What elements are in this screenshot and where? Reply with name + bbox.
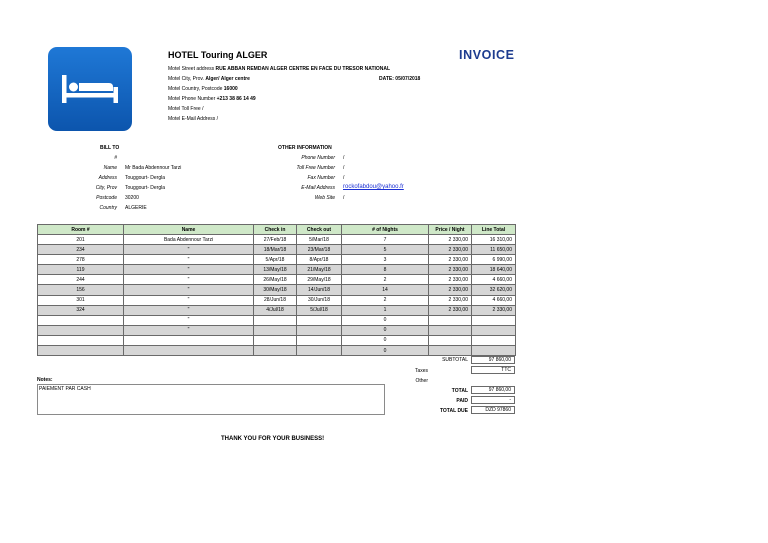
other-toll-free-label: Toll Free Number [296, 165, 335, 171]
other-phone-value: / [343, 155, 345, 161]
cell-line-total: 18 640,00 [472, 265, 516, 275]
notes-label: Notes: [37, 377, 53, 383]
table-row [38, 255, 516, 265]
cell-line-total [472, 315, 516, 325]
bill-to-postcode-label: Postcode [96, 195, 117, 201]
cell-price: 2 330,00 [429, 255, 472, 265]
email-line: Motel E-Mail Address / [168, 116, 219, 122]
cell-checkin: 27/Feb/18 [254, 235, 297, 245]
cell-name: " [124, 305, 254, 315]
other-fax-label: Fax Number [307, 175, 335, 181]
cell-name [124, 346, 254, 356]
bill-to-address-value: Touggourt- Dergla [125, 175, 166, 181]
other-label: Other [415, 378, 428, 384]
table-row [38, 235, 516, 245]
cell-nights: 5 [342, 245, 429, 255]
col-checkout-header: Check out [297, 225, 342, 235]
cell-room: 244 [38, 275, 124, 285]
cell-line-total: 6 990,00 [472, 255, 516, 265]
cell-checkin: 30/May/18 [254, 285, 297, 295]
cell-nights: 0 [342, 325, 429, 335]
cell-checkout: 5/Jul/18 [297, 305, 342, 315]
cell-nights: 8 [342, 265, 429, 275]
cell-checkout: 23/Mar/18 [297, 245, 342, 255]
bed-icon [48, 47, 132, 131]
cell-checkout [297, 335, 342, 345]
city-line: Motel City, Prov. Alger/ Alger centre [168, 76, 250, 82]
phone-line: Motel Phone Number +213 38 86 14 49 [168, 96, 256, 102]
total-due-value: DZD 97860 [471, 406, 515, 414]
col-nights-header: # of Nights [342, 225, 429, 235]
cell-price: 2 330,00 [429, 245, 472, 255]
cell-name: " [124, 265, 254, 275]
thank-you-message: THANK YOU FOR YOUR BUSINESS! [221, 436, 325, 442]
table-row [38, 325, 516, 335]
cell-room: 278 [38, 255, 124, 265]
street-address-line: Motel Street address RUE ABBAN REMDAN ALGER CENTRE EN FACE DU TRESOR NATIONAL [168, 66, 391, 72]
cell-checkin: 4/Jul/18 [254, 305, 297, 315]
cell-line-total: 16 310,00 [472, 235, 516, 245]
cell-price [429, 315, 472, 325]
country-line: Motel Country, Postcode 16000 [168, 86, 238, 92]
bill-to-title: BILL TO [100, 145, 120, 151]
cell-checkin [254, 346, 297, 356]
cell-line-total: 32 620,00 [472, 285, 516, 295]
cell-nights: 0 [342, 315, 429, 325]
paid-label: PAID [456, 398, 468, 404]
cell-nights: 2 [342, 295, 429, 305]
table-row [38, 315, 516, 325]
hotel-logo [48, 47, 132, 131]
col-checkin-header: Check in [254, 225, 297, 235]
cell-room [38, 315, 124, 325]
table-row [38, 275, 516, 285]
cell-checkout: 30/Jun/18 [297, 295, 342, 305]
other-toll-free-value: / [343, 165, 345, 171]
toll-free-line: Motel Toll Free / [168, 106, 204, 112]
taxes-label: Taxes [414, 368, 428, 374]
table-header-row [38, 225, 516, 235]
cell-line-total: 2 330,00 [472, 305, 516, 315]
bill-to-country-label: Country [99, 205, 117, 211]
cell-name: Bada Abdennour Tarzi [124, 235, 254, 245]
hotel-name: HOTEL Touring ALGER [168, 50, 268, 60]
cell-checkout [297, 346, 342, 356]
cell-name: " [124, 325, 254, 335]
bill-to-postcode-value: 30200 [125, 195, 139, 201]
cell-line-total: 4 660,00 [472, 275, 516, 285]
cell-nights: 2 [342, 275, 429, 285]
table-row [38, 245, 516, 255]
other-email-link[interactable]: rockofabdou@yahoo.fr [343, 184, 404, 190]
cell-checkin: 26/May/18 [254, 275, 297, 285]
cell-nights: 0 [342, 346, 429, 356]
table-row [38, 346, 516, 356]
cell-checkout: 21/May/18 [297, 265, 342, 275]
cell-price: 2 330,00 [429, 275, 472, 285]
other-info-title: OTHER INFORMATION [278, 145, 332, 151]
paid-value: - [471, 396, 515, 404]
cell-checkout: 8/Apr/18 [297, 255, 342, 265]
total-due-label: TOTAL DUE [439, 408, 468, 414]
cell-room [38, 325, 124, 335]
bill-to-name-label: Name [103, 165, 117, 171]
col-total-header: Line Total [472, 225, 516, 235]
invoice-date: DATE: 05/07/2018 [379, 76, 421, 82]
cell-room [38, 335, 124, 345]
cell-name: " [124, 255, 254, 265]
cell-price [429, 346, 472, 356]
notes-box: PAIEMENT PAR CASH [37, 384, 385, 415]
cell-line-total [472, 325, 516, 335]
table-row [38, 265, 516, 275]
subtotal-label: SUBTOTAL [442, 357, 468, 363]
cell-line-total [472, 335, 516, 345]
total-value: 97 860,00 [471, 386, 515, 394]
cell-price: 2 330,00 [429, 265, 472, 275]
cell-checkout [297, 325, 342, 335]
cell-price [429, 325, 472, 335]
cell-name: " [124, 275, 254, 285]
cell-name: " [124, 315, 254, 325]
cell-room: 201 [38, 235, 124, 245]
bill-to-number-label: # [114, 155, 117, 161]
cell-price: 2 330,00 [429, 235, 472, 245]
col-name-header: Name [124, 225, 254, 235]
cell-checkin: 13/May/18 [254, 265, 297, 275]
table-row [38, 305, 516, 315]
cell-price [429, 335, 472, 345]
cell-price: 2 330,00 [429, 285, 472, 295]
total-label: TOTAL [451, 388, 468, 394]
cell-line-total: 4 660,00 [472, 295, 516, 305]
cell-checkout [297, 315, 342, 325]
bill-to-address-label: Address [98, 175, 117, 181]
cell-checkout: 29/May/18 [297, 275, 342, 285]
bill-to-city-value: Touggourt- Dergla [125, 185, 166, 191]
cell-room: 324 [38, 305, 124, 315]
cell-name: " [124, 295, 254, 305]
bill-to-country-value: ALGERIE [125, 205, 147, 211]
cell-room: 119 [38, 265, 124, 275]
table-row [38, 295, 516, 305]
cell-name [124, 335, 254, 345]
cell-checkin [254, 335, 297, 345]
cell-price: 2 330,00 [429, 305, 472, 315]
cell-checkin: 18/Mar/18 [254, 245, 297, 255]
cell-checkout: 14/Jun/18 [297, 285, 342, 295]
invoice-items-table [37, 224, 516, 356]
cell-room: 234 [38, 245, 124, 255]
cell-nights: 0 [342, 335, 429, 345]
cell-room: 156 [38, 285, 124, 295]
other-website-label: Web Site [314, 195, 335, 201]
cell-checkin: 5/Apr/18 [254, 255, 297, 265]
cell-name: " [124, 285, 254, 295]
cell-price: 2 330,00 [429, 295, 472, 305]
cell-checkin [254, 325, 297, 335]
bill-to-city-label: City, Prov [95, 185, 117, 191]
cell-checkout: 5/Mar/18 [297, 235, 342, 245]
bill-to-name-value: Mr Bada Abdennour Tarzi [125, 165, 182, 171]
col-price-header: Price / Night [429, 225, 472, 235]
other-phone-label: Phone Number [301, 155, 335, 161]
cell-line-total [472, 346, 516, 356]
col-room-header: Room # [38, 225, 124, 235]
other-website-value: / [343, 195, 345, 201]
cell-room: 301 [38, 295, 124, 305]
taxes-value: TTC [471, 366, 515, 374]
cell-line-total: 11 650,00 [472, 245, 516, 255]
subtotal-value: 97 860,00 [471, 356, 515, 364]
cell-nights: 7 [342, 235, 429, 245]
table-row [38, 285, 516, 295]
other-fax-value: / [343, 175, 345, 181]
cell-nights: 1 [342, 305, 429, 315]
cell-nights: 14 [342, 285, 429, 295]
cell-checkin: 28/Jun/18 [254, 295, 297, 305]
cell-checkin [254, 315, 297, 325]
invoice-title: INVOICE [459, 48, 515, 62]
table-row [38, 335, 516, 345]
cell-nights: 3 [342, 255, 429, 265]
other-email-label: E-Mail Address [301, 185, 335, 191]
cell-name: " [124, 245, 254, 255]
cell-room [38, 346, 124, 356]
